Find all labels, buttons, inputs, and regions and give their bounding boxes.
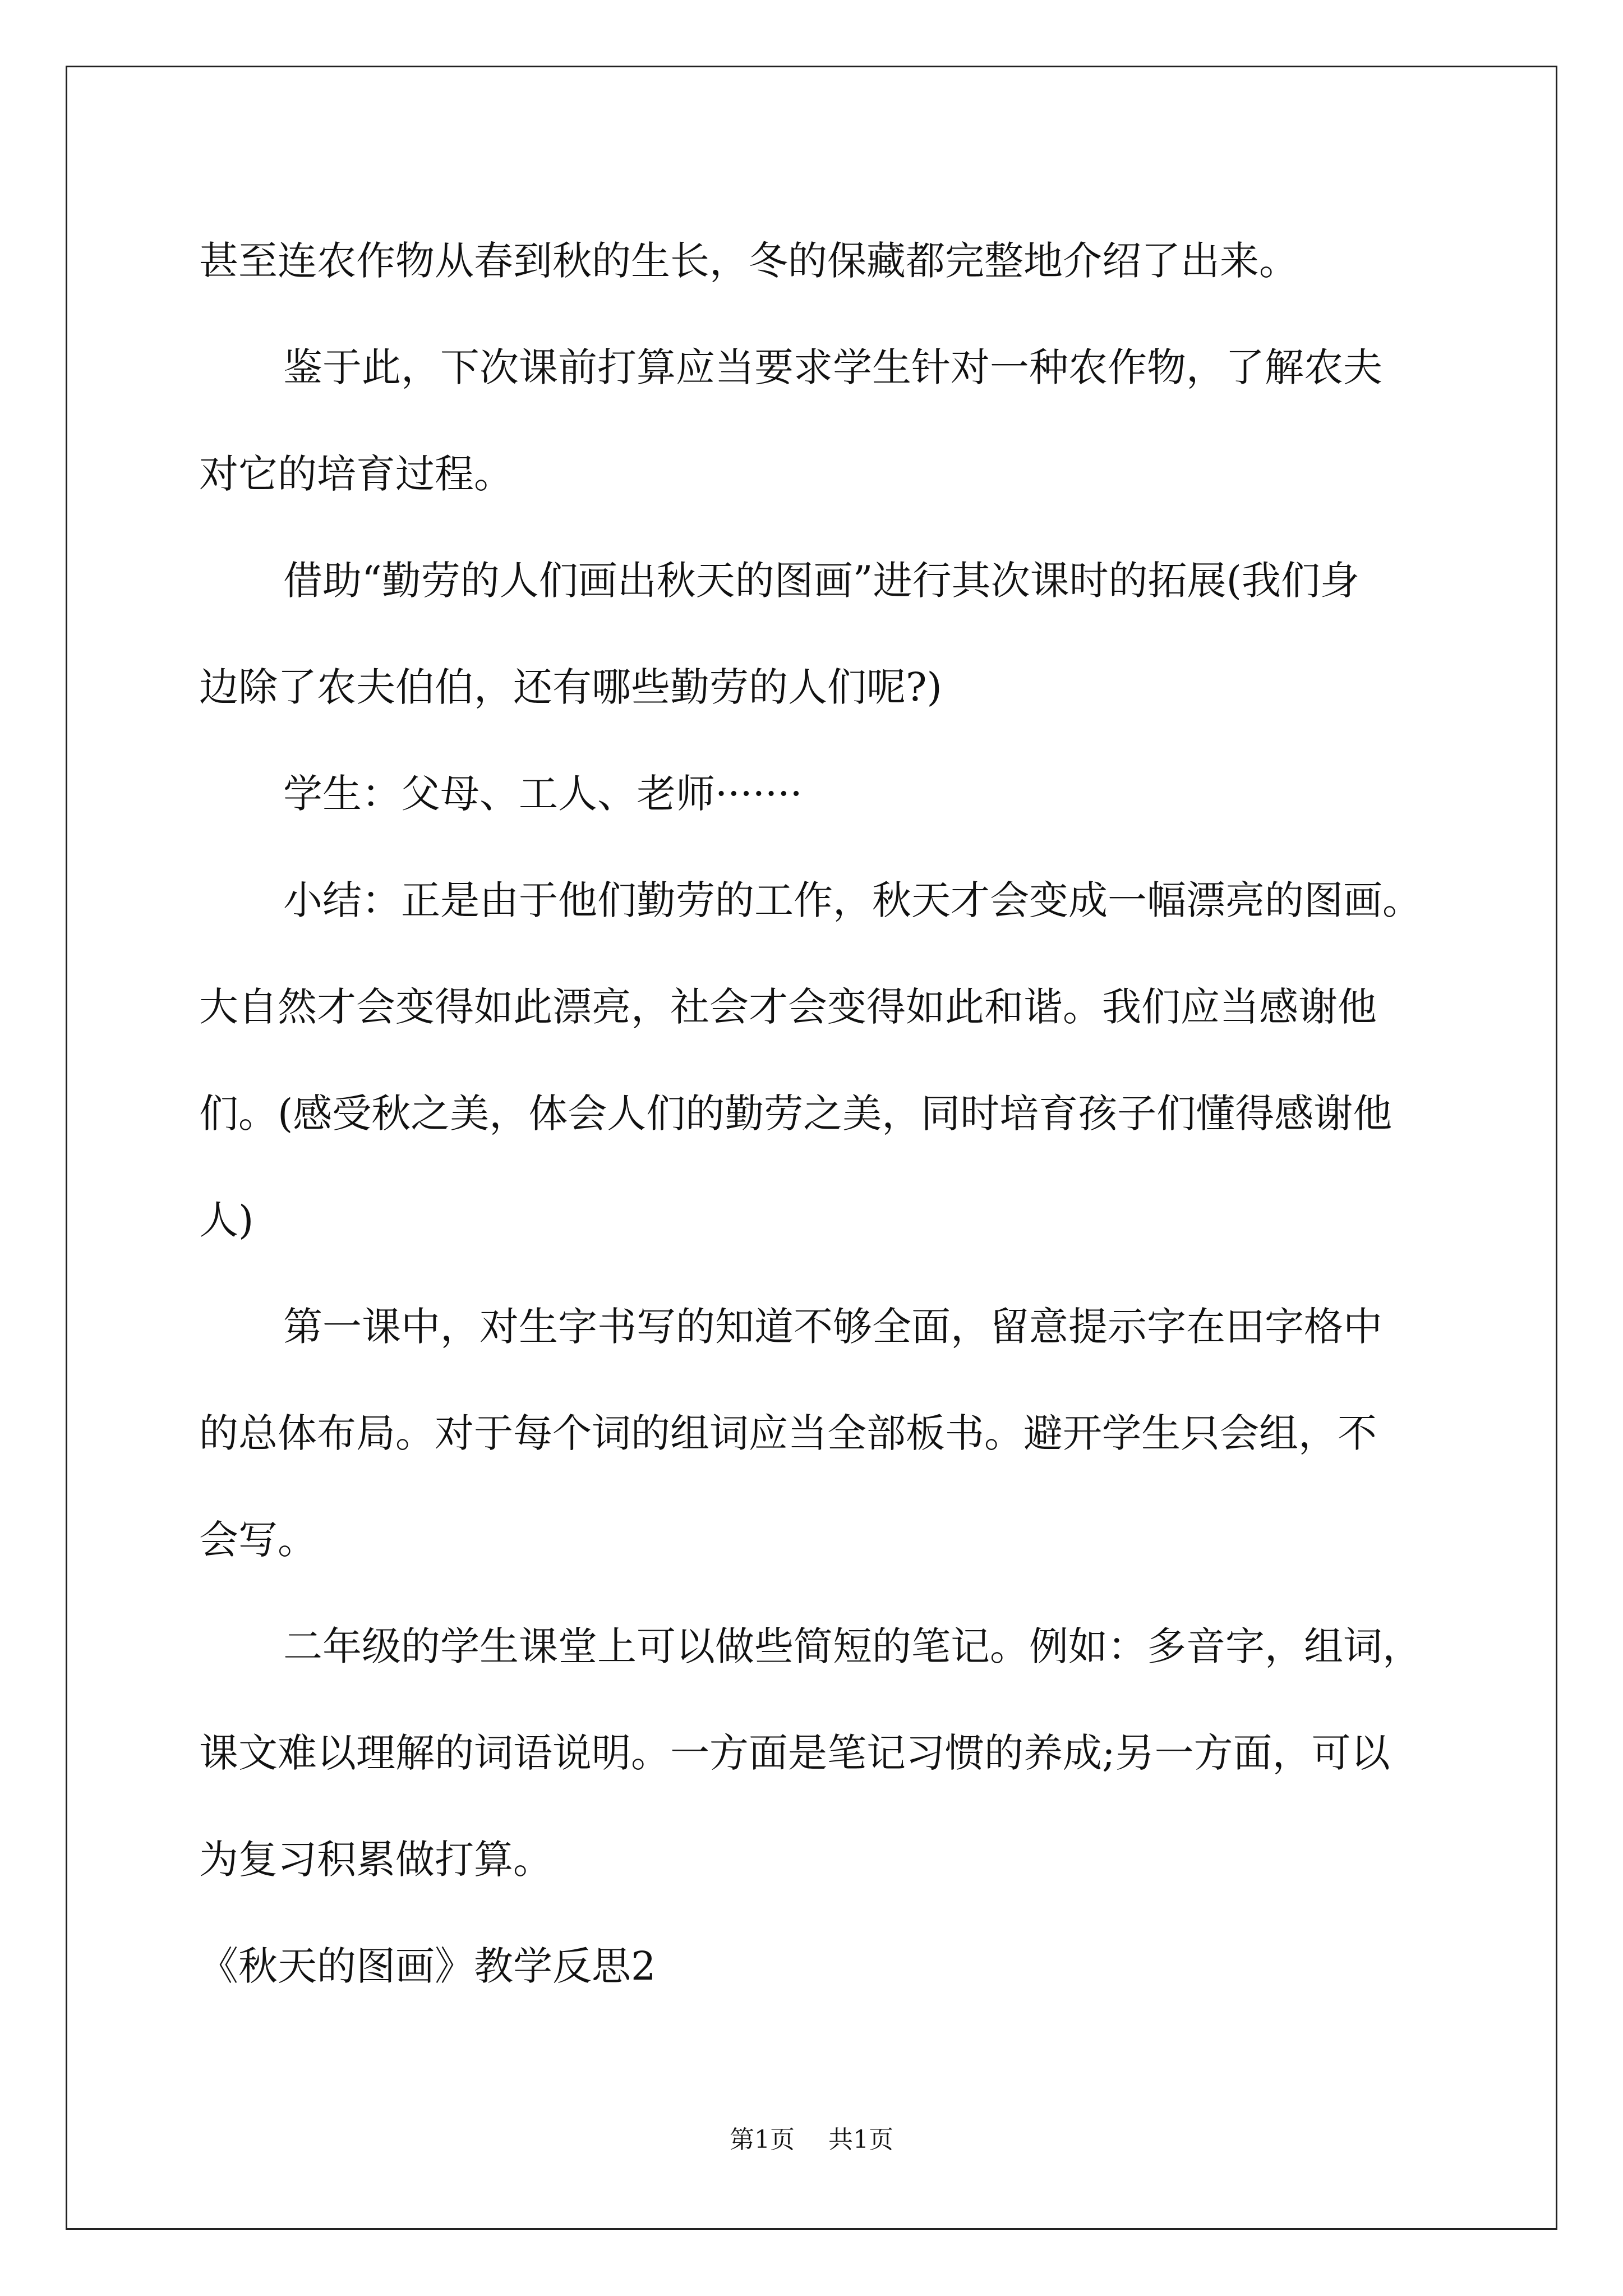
text-line-1: 甚至连农作物从春到秋的生长，冬的保藏都完整地介绍了出来。 <box>199 238 1298 284</box>
text-line-14: 二年级的学生课堂上可以做些简短的笔记。例如：多音字，组词， <box>283 1623 1422 1669</box>
text-line-6: 学生：父母、工人、老师······· <box>283 771 803 817</box>
text-line-16: 为复习积累做打算。 <box>199 1837 552 1883</box>
page-footer <box>0 2123 1623 2157</box>
page-number: 第1页 <box>730 2125 795 2154</box>
text-line-4: 借助“勤劳的人们画出秋天的图画”进行其次课时的拓展(我们身 <box>283 558 1359 604</box>
text-line-2: 鉴于此，下次课前打算应当要求学生针对一种农作物，了解农夫 <box>283 344 1382 390</box>
text-line-7: 小结：正是由于他们勤劳的工作，秋天才会变成一幅漂亮的图画。 <box>283 877 1422 923</box>
text-line-12: 的总体布局。对于每个词的组词应当全部板书。避开学生只会组，不 <box>199 1410 1377 1456</box>
document-body <box>199 208 1438 2019</box>
text-line-5: 边除了农夫伯伯，还有哪些勤劳的人们呢?) <box>199 664 942 710</box>
text-line-10: 人) <box>199 1197 254 1243</box>
section-heading: 《秋天的图画》教学反思2 <box>199 1943 656 1989</box>
text-line-13: 会写。 <box>199 1517 317 1563</box>
text-line-9: 们。(感受秋之美，体会人们的勤劳之美，同时培育孩子们懂得感谢他 <box>199 1091 1393 1137</box>
text-line-8: 大自然才会变得如此漂亮，社会才会变得如此和谐。我们应当感谢他 <box>199 984 1377 1030</box>
text-line-11: 第一课中，对生字书写的知道不够全面，留意提示字在田字格中 <box>283 1304 1382 1350</box>
page-total: 共1页 <box>828 2125 893 2154</box>
text-line-3: 对它的培育过程。 <box>199 451 513 497</box>
text-line-15: 课文难以理解的词语说明。一方面是笔记习惯的养成;另一方面，可以 <box>199 1730 1390 1776</box>
